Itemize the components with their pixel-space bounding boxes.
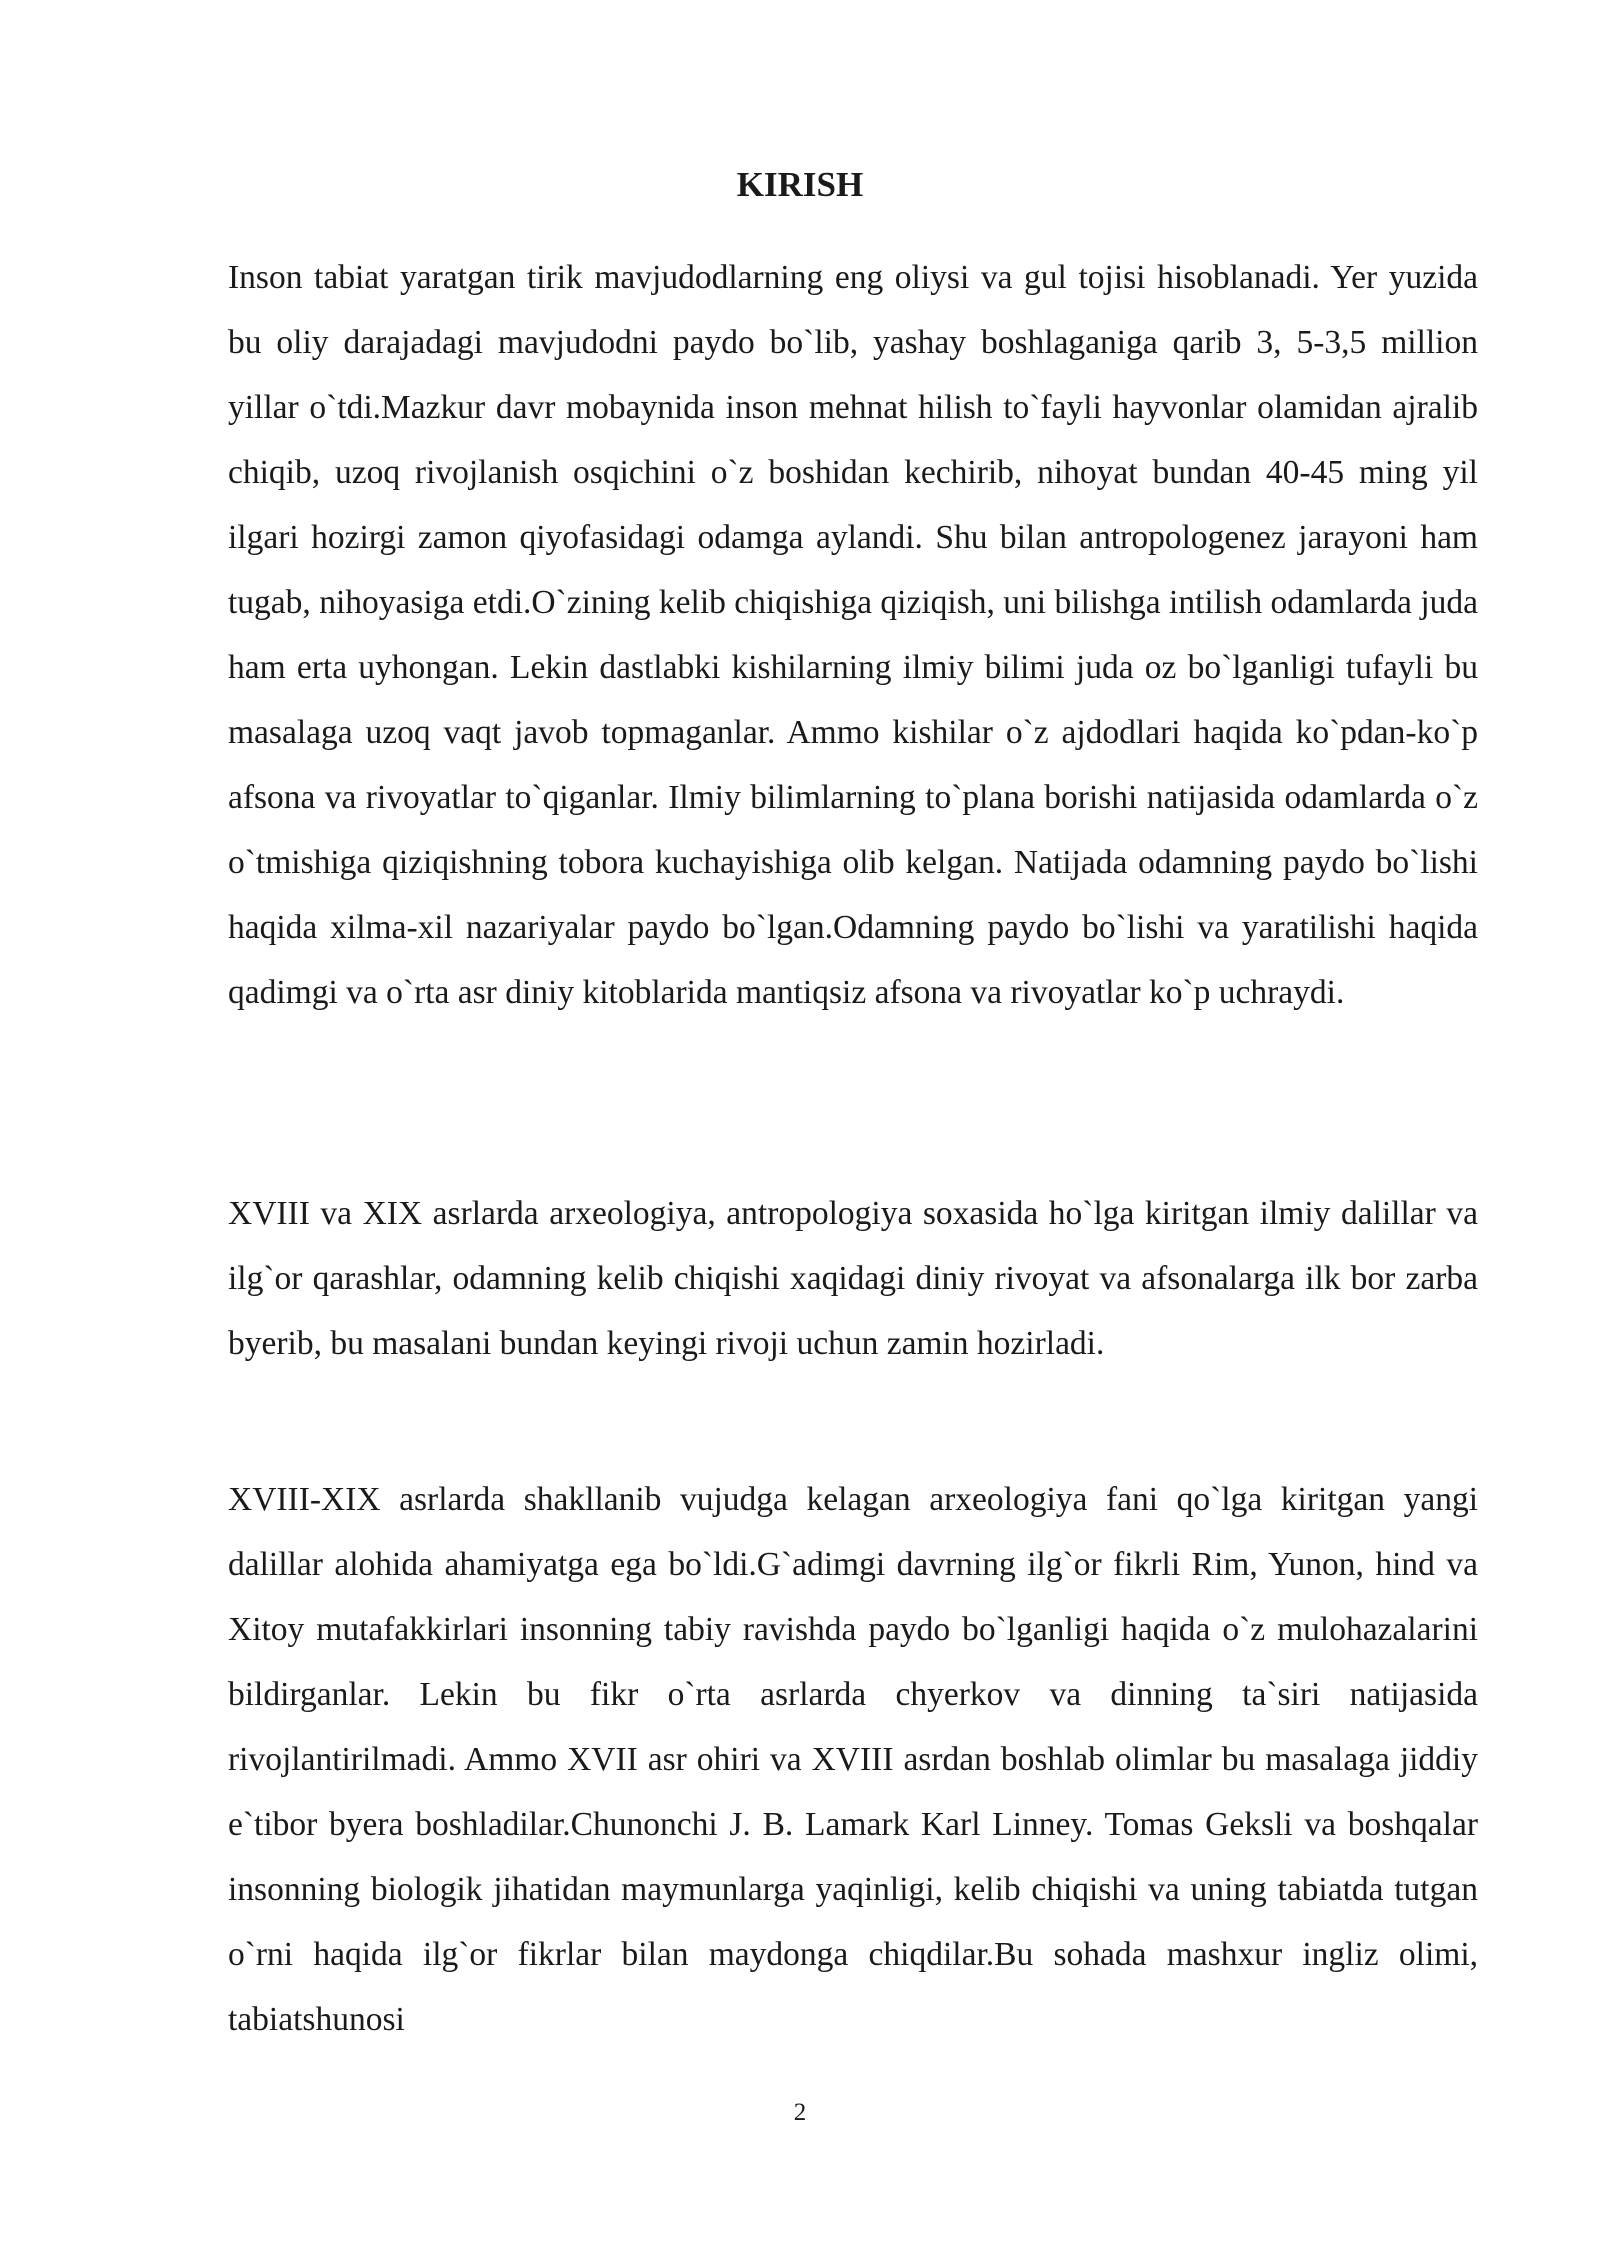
page-number: 2 <box>793 2099 807 2126</box>
paragraph-3: XVIII-XIX asrlarda shakllanib vujudga kelagan arxeologiya fani qo`lga kiritgan yangi dalillar alohida ahamiyatga ega bo`ldi.G`adimgi davrning ilg`or fikrli Rim, Yunon, hind va Xitoy mutafakkirlari insonning tabiy ravishda paydo bo`lganligi haqida o`z mulohazalarini bildirganlar. Lekin bu fikr o`rta asrlarda chyerkov va dinning ta`siri natijasida rivojlantirilmadi. Ammo XVII asr ohiri va XVIII asrdan boshlab olimlar bu masalaga jiddiy e`tibor byera boshladilar.Chunonchi J. B. Lamark Karl Linney. Tomas Geksli va boshqalar insonning biologik jihatidan maymunlarga yaqinligi, kelib chiqishi va uning tabiatda tutgan o`rni haqida ilg`or fikrlar bilan maydonga chiqdilar.Bu sohada mashxur ingliz olimi, tabiatshunosi <box>228 1481 1478 2038</box>
paragraph-2: XVIII va XIX asrlarda arxeologiya, antropologiya soxasida ho`lga kiritgan ilmiy dalillar va ilg`or qarashlar, odamning kelib chiqishi xaqidagi diniy rivoyat va afsonalarga ilk bor zarba byerib, bu masalani bundan keyingi rivoji uchun zamin hozirladi. <box>228 1195 1478 1362</box>
page-title: KIRISH <box>736 165 864 204</box>
paragraph-1: Inson tabiat yaratgan tirik mavjudodlarning eng oliysi va gul tojisi hisoblanadi. Yer yuzida bu oliy darajadagi mavjudodni paydo bo`lib, yashay boshlaganiga qarib 3, 5-3,5 million yillar o`tdi.Mazkur davr mobaynida inson mehnat hilish to`fayli hayvonlar olamidan ajralib chiqib, uzoq rivojlanish osqichini o`z boshidan kechirib, nihoyat bundan 40-45 ming yil ilgari hozirgi zamon qiyofasidagi odamga aylandi. Shu bilan antropologenez jarayoni ham tugab, nihoyasiga etdi.O`zining kelib chiqishiga qiziqish, uni bilishga intilish odamlarda juda ham erta uyhongan. Lekin dastlabki kishilarning ilmiy bilimi juda oz bo`lganligi tufayli bu masalaga uzoq vaqt javob topmaganlar. Ammo kishilar o`z ajdodlari haqida ko`pdan-ko`p afsona va rivoyatlar to`qiganlar. Ilmiy bilimlarning to`plana borishi natijasida odamlarda o`z o`tmishiga qiziqishning tobora kuchayishiga olib kelgan. Natijada odamning paydo bo`lishi haqida xilma-xil nazariyalar paydo bo`lgan.Odamning paydo bo`lishi va yaratilishi haqida qadimgi va o`rta asr diniy kitoblarida mantiqsiz afsona va rivoyatlar ko`p uchraydi. <box>228 259 1478 1011</box>
